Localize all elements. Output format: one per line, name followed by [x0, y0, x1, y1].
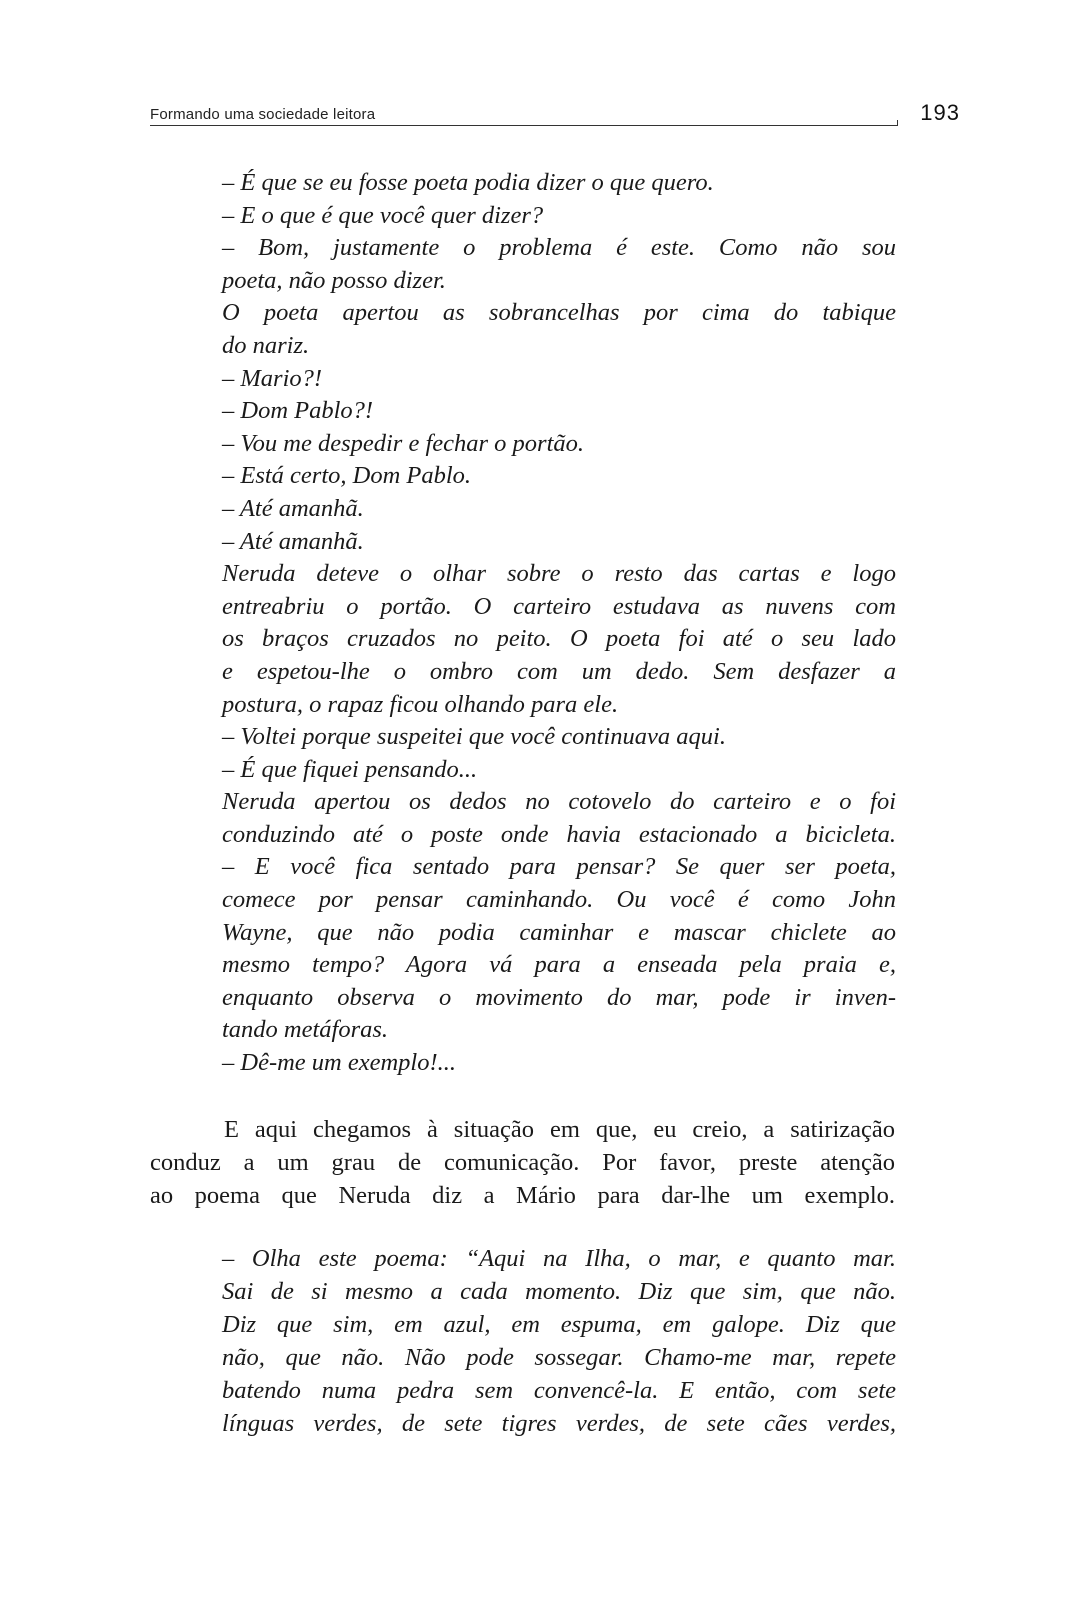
- dialogue-line: – E o que é que você quer dizer?: [222, 201, 544, 229]
- dialogue-line: Neruda deteve o olhar sobre o resto das cartas e logo: [222, 560, 896, 588]
- dialogue-line: – É que fiquei pensando...: [222, 755, 478, 783]
- dialogue-line: – Até amanhã.: [222, 527, 364, 555]
- quote-line: línguas verdes, de sete tigres verdes, de sete cães verdes,: [222, 1410, 896, 1437]
- page-number: 193: [920, 100, 960, 125]
- dialogue-line: Wayne, que não podia caminhar e mascar chiclete ao: [222, 918, 896, 946]
- dialogue-line: – Bom, justamente o problema é este. Como não sou: [222, 234, 896, 262]
- body-line: ao poema que Neruda diz a Mário para dar-lhe um exemplo.: [150, 1182, 895, 1209]
- dialogue-line: – E você fica sentado para pensar? Se quer ser poeta,: [222, 853, 896, 881]
- header-rule: [150, 125, 898, 126]
- quote-line: Diz que sim, em azul, em espuma, em galope. Diz que: [222, 1311, 896, 1338]
- quote-line: – Olha este poema: “Aqui na Ilha, o mar, e quanto mar.: [222, 1245, 896, 1272]
- quote-line: Sai de si mesmo a cada momento. Diz que sim, que não.: [222, 1278, 896, 1305]
- quote-line: não, que não. Não pode sossegar. Chamo-me mar, repete: [222, 1344, 896, 1371]
- dialogue-line: O poeta apertou as sobrancelhas por cima do tabique: [222, 299, 896, 327]
- dialogue-line: – Vou me despedir e fechar o portão.: [222, 429, 584, 457]
- dialogue-line: – Dom Pablo?!: [222, 397, 374, 425]
- dialogue-line: conduzindo até o poste onde havia estacionado a bicicleta.: [222, 820, 896, 848]
- page-header: [150, 100, 960, 130]
- body-line: conduz a um grau de comunicação. Por favor, preste atenção: [150, 1149, 895, 1176]
- dialogue-line: e espetou-lhe o ombro com um dedo. Sem desfazer a: [222, 657, 896, 685]
- dialogue-line: – Está certo, Dom Pablo.: [222, 462, 472, 490]
- dialogue-line: – Mario?!: [222, 364, 323, 392]
- dialogue-line: Neruda apertou os dedos no cotovelo do carteiro e o foi: [222, 788, 896, 816]
- body-line: E aqui chegamos à situação em que, eu creio, a satirização: [224, 1116, 895, 1143]
- dialogue-line: postura, o rapaz ficou olhando para ele.: [222, 690, 619, 718]
- dialogue-line: – Voltei porque suspeitei que você continuava aqui.: [222, 723, 726, 751]
- dialogue-line: entreabriu o portão. O carteiro estudava as nuvens com: [222, 592, 896, 620]
- header-rule-tick: [897, 120, 898, 126]
- running-title: Formando uma sociedade leitora: [150, 106, 376, 123]
- poem-quote-block: [222, 1242, 896, 1440]
- dialogue-line: comece por pensar caminhando. Ou você é como John: [222, 886, 896, 914]
- dialogue-line: poeta, não posso dizer.: [222, 266, 446, 294]
- dialogue-block: [222, 167, 896, 1080]
- dialogue-line: do nariz.: [222, 331, 310, 359]
- dialogue-line: – É que se eu fosse poeta podia dizer o que quero.: [222, 169, 714, 196]
- dialogue-line: os braços cruzados no peito. O poeta foi até o seu lado: [222, 625, 896, 653]
- quote-line: batendo numa pedra sem convencê-la. E então, com sete: [222, 1377, 896, 1404]
- dialogue-line: mesmo tempo? Agora vá para a enseada pela praia e,: [222, 951, 896, 979]
- dialogue-line: tando metáforas.: [222, 1016, 389, 1044]
- dialogue-line: – Até amanhã.: [222, 494, 364, 522]
- body-paragraph: [150, 1113, 895, 1212]
- dialogue-line: enquanto observa o movimento do mar, pode ir inven-: [222, 983, 896, 1011]
- dialogue-line: – Dê-me um exemplo!...: [222, 1049, 457, 1077]
